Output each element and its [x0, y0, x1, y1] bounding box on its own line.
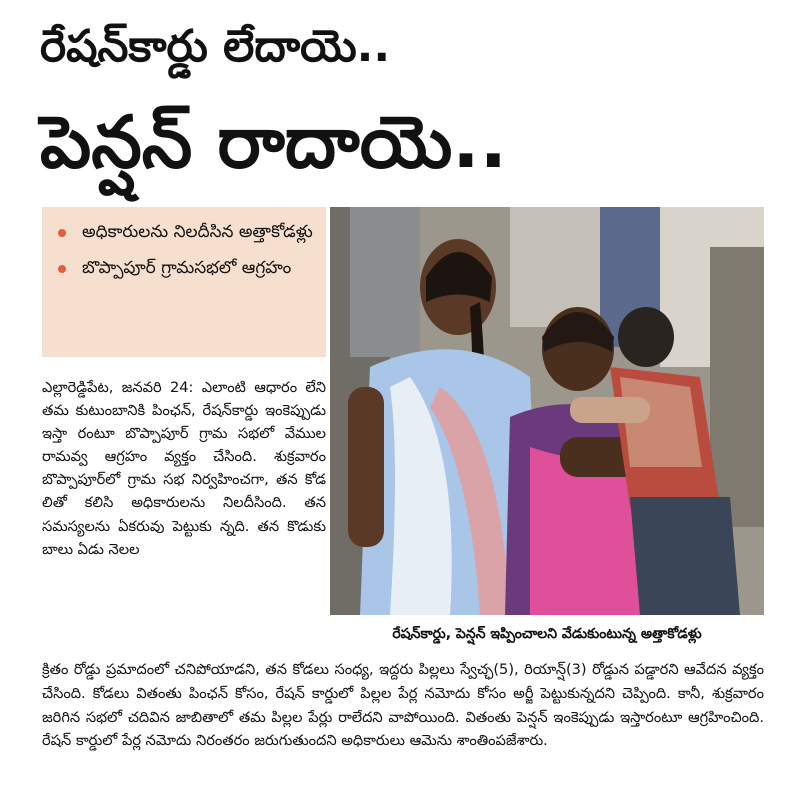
- headline-line-2: పెన్షన్ రాదాయె..: [40, 100, 507, 184]
- article-body-continued: క్రితం రోడ్డు ప్రమాదంలో చనిపోయాడని, తన కోడలు సంధ్య, ఇద్దరు పిల్లలు స్వేచ్ఛ(5), రియాన్ష్(3) రోడ్డున పడ్డారని ఆవేదన వ్యక్తం చేసింది. కోడలు వితంతు పింఛన్ కోసం, రేషన్ కార్డులో పిల్లల పేర్ల నమోదు కోసం అర్జీ పెట్టుకున్నదని చెప్పింది. కానీ, శుక్రవారం జరిగిన సభలో చదివిన జాబితాలో తమ పిల్లల పేర్లు రాలేదని వాపోయింది. వితంతు పెన్షన్ ఇంకెప్పుడు ఇస్తారంటూ ఆగ్రహించింది. రేషన్ కార్డులో పేర్ల నమోదు నిరంతరం జరుగుతుందని అధికారులు ఆమెను శాంతింపజేశారు.: [42, 661, 764, 750]
- news-photo: [330, 207, 764, 615]
- highlights-box: [42, 207, 326, 357]
- photo-illustration: [330, 207, 764, 615]
- highlight-item: [56, 217, 314, 247]
- headline-line-1: రేషన్‌కార్డు లేదాయె..: [40, 21, 391, 72]
- bullet-icon: [58, 229, 66, 237]
- highlight-item: [56, 253, 314, 283]
- highlight-text: అధికారులను నిలదీసిన అత్తాకోడళ్లు: [82, 222, 313, 242]
- photo-caption: రేషన్‌కార్డు, పెన్షన్ ఇప్పించాలని వేడుకుంటున్న అత్తాకోడళ్లు: [392, 626, 702, 642]
- highlight-text: బొప్పాపూర్ గ్రామసభలో ఆగ్రహం: [82, 258, 292, 278]
- bullet-icon: [58, 265, 66, 273]
- article-body-intro: ఎల్లారెడ్డిపేట, జనవరి 24: ఎలాంటి ఆధారం లేని తమ కుటుంబానికి పింఛన్, రేషన్‌కార్డు ఇంకెప్పుడు ఇస్తా రంటూ బొప్పాపూర్ గ్రామ సభలో వేముల రామవ్వ ఆగ్రహం వ్యక్తం చేసింది. శుక్రవారం బొప్పాపూర్‌లో గ్రామ సభ నిర్వహించగా, తన కోడ లితో కలిసి అధికారులను నిలదీసింది. తన సమస్యలను ఏకరువు పెట్టుకు న్నది. తన కొడుకు బాలు ఏడు నెలల: [42, 379, 326, 558]
